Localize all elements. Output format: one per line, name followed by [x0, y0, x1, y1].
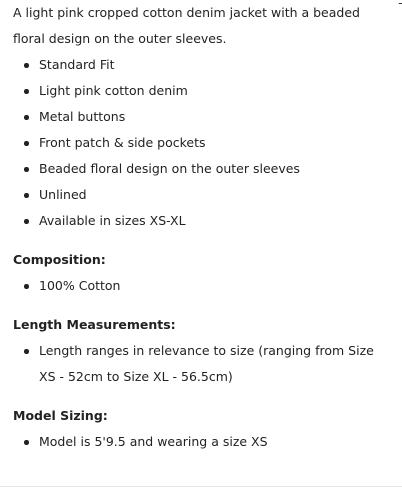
list-item: Front patch & side pockets [13, 130, 393, 156]
divider [0, 486, 402, 487]
product-details [13, 0, 393, 455]
list-item: Metal buttons [13, 104, 393, 130]
model-heading: Model Sizing: [13, 408, 108, 423]
list-item: Light pink cotton denim [13, 78, 393, 104]
composition-list [13, 273, 393, 299]
list-item: Length ranges in relevance to size (ranging from Size XS - 52cm to Size XL - 56.5cm) [13, 338, 393, 390]
list-item: 100% Cotton [13, 273, 393, 299]
feature-list [13, 52, 393, 234]
list-item: Model is 5'9.5 and wearing a size XS [13, 429, 393, 455]
product-description: A light pink cropped cotton denim jacket with a beaded floral design on the outer sleeves. [13, 5, 360, 46]
list-item: Standard Fit [13, 52, 393, 78]
list-item: Available in sizes XS-XL [13, 208, 393, 234]
model-list [13, 429, 393, 455]
length-list [13, 338, 393, 390]
list-item: Beaded floral design on the outer sleeves [13, 156, 393, 182]
length-heading: Length Measurements: [13, 317, 176, 332]
list-item: Unlined [13, 182, 393, 208]
scroll-indicator-icon [395, 3, 402, 10]
composition-heading: Composition: [13, 252, 106, 267]
